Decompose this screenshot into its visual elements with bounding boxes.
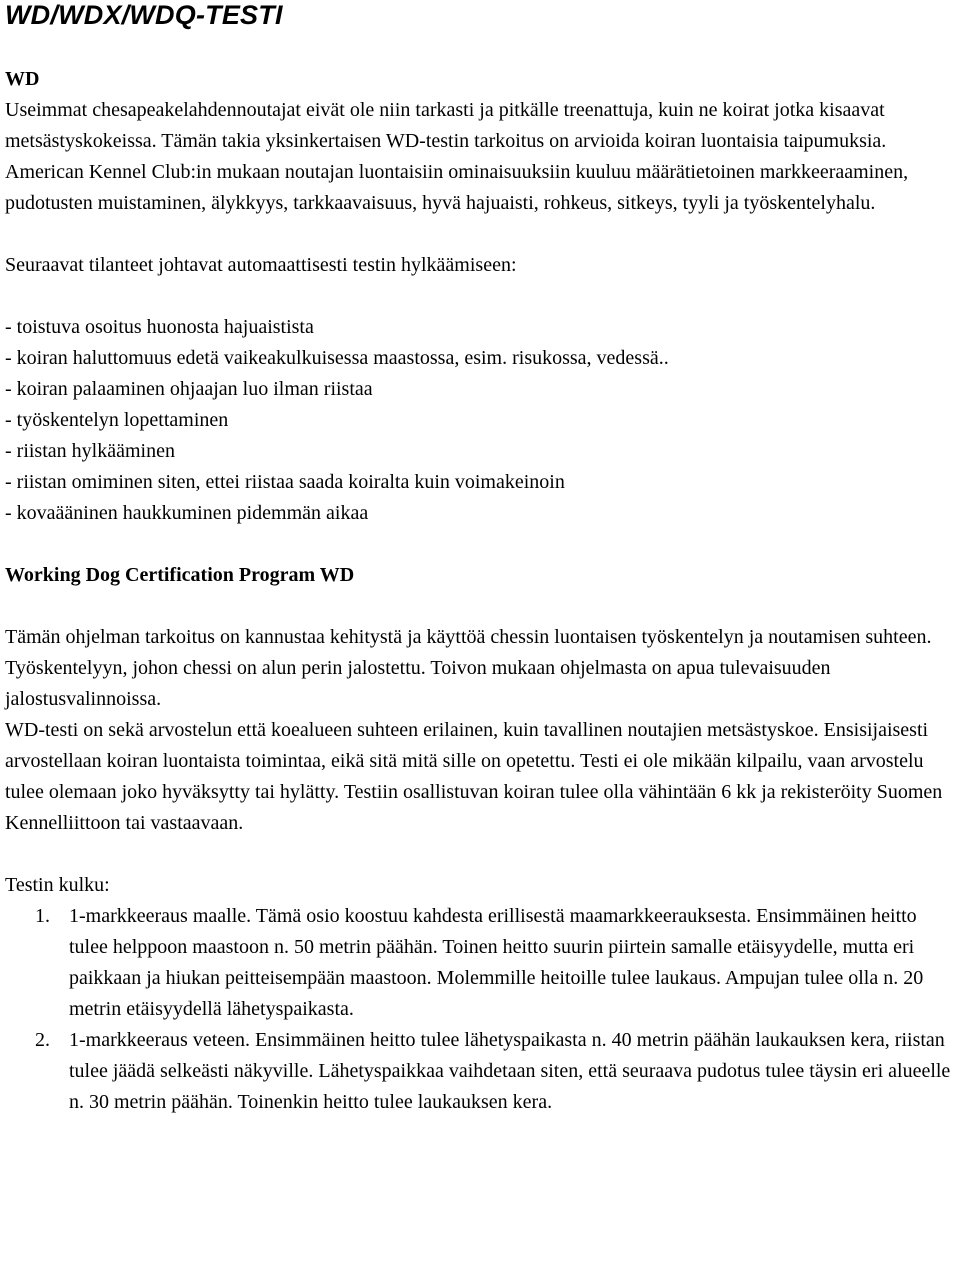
spacer xyxy=(5,30,957,64)
spacer xyxy=(5,529,957,560)
list-item-text: 1-markkeeraus maalle. Tämä osio koostuu kahdesta erillisestä maamarkkeerauksesta. Ensimmäinen heitto tulee helppoon maastoon n. 50 metrin päähän. Toinen heitto suurin piirtein samalle etäisyydelle, mutta eri paikkaan ja hiukan peitteisempään maastoon. Molemmille heitoille tulee laukaus. Ampujan tulee olla n. 20 metrin etäisyydellä lähetyspaikasta. xyxy=(69,905,924,1020)
wd-heading: WD xyxy=(5,68,40,90)
document-page xyxy=(5,0,957,1118)
program-heading: Working Dog Certification Program WD xyxy=(5,564,355,586)
spacer xyxy=(5,839,957,870)
list-item: - toistuva osoitus huonosta hajuaistista xyxy=(5,316,314,338)
spacer xyxy=(5,219,957,250)
test-paragraph: WD-testi on sekä arvostelun että koealueen suhteen erilainen, kuin tavallinen noutajien metsästyskoe. Ensisijaisesti arvostellaan koiran luontaista toimintaa, eikä sitä mitä sille on opetettu. Testi ei ole mikään kilpailu, vaan arvostelu tulee olemaan joko hyväksytty tai hylätty. Testiin osallistuvan koiran tulee olla vähintään 6 kk ja rekisteröity Suomen Kennelliittoon tai vastaavaan. xyxy=(5,719,943,834)
list-item: - riistan omiminen siten, ettei riistaa saada koiralta kuin voimakeinoin xyxy=(5,471,565,493)
program-paragraph: Tämän ohjelman tarkoitus on kannustaa kehitystä ja käyttöä chessin luontaisen työskentelyn ja noutamisen suhteen. Työskentelyyn, johon chessi on alun perin jalostettu. Toivon mukaan ohjelmasta on apua tulevaisuuden jalostusvalinnoissa. xyxy=(5,626,932,710)
list-item xyxy=(5,1025,957,1118)
list-item: - riistan hylkääminen xyxy=(5,440,175,462)
list-item: - koiran haluttomuus edetä vaikeakulkuisessa maastossa, esim. risukossa, vedessä.. xyxy=(5,347,669,369)
list-number: 1. xyxy=(35,905,50,927)
procedure-heading: Testin kulku: xyxy=(5,874,110,896)
spacer xyxy=(5,281,957,312)
list-item xyxy=(5,901,957,1025)
disqualify-intro: Seuraavat tilanteet johtavat automaattisesti testin hylkäämiseen: xyxy=(5,254,517,276)
list-number: 2. xyxy=(35,1029,50,1051)
disqualify-list xyxy=(5,312,957,529)
document-title: WD/WDX/WDQ-TESTI xyxy=(5,0,283,30)
list-item: - koiran palaaminen ohjaajan luo ilman riistaa xyxy=(5,378,373,400)
list-item: - kovaääninen haukkuminen pidemmän aikaa xyxy=(5,502,369,524)
list-item-text: 1-markkeeraus veteen. Ensimmäinen heitto tulee lähetyspaikasta n. 40 metrin päähän laukauksen kera, riistan tulee jäädä selkeästi näkyville. Lähetyspaikkaa vaihdetaan siten, että seuraava pudotus tulee täysin eri alueelle n. 30 metrin päähän. Toinenkin heitto tulee laukauksen kera. xyxy=(69,1029,951,1113)
list-item: - työskentelyn lopettaminen xyxy=(5,409,229,431)
intro-paragraph: Useimmat chesapeakelahdennoutajat eivät ole niin tarkasti ja pitkälle treenattuja, kuin ne koirat jotka kisaavat metsästyskokeissa. Tämän takia yksinkertaisen WD-testin tarkoitus on arvioida koiran luontaisia taipumuksia. American Kennel Club:in mukaan noutajan luontaisiin ominaisuuksiin kuuluu määrätietoinen markkeeraaminen, pudotusten muistaminen, älykkyys, tarkkaavaisuus, hyvä hajuaisti, rohkeus, sitkeys, tyyli ja työskentelyhalu. xyxy=(5,99,909,214)
spacer xyxy=(5,591,957,622)
procedure-list xyxy=(5,901,957,1118)
